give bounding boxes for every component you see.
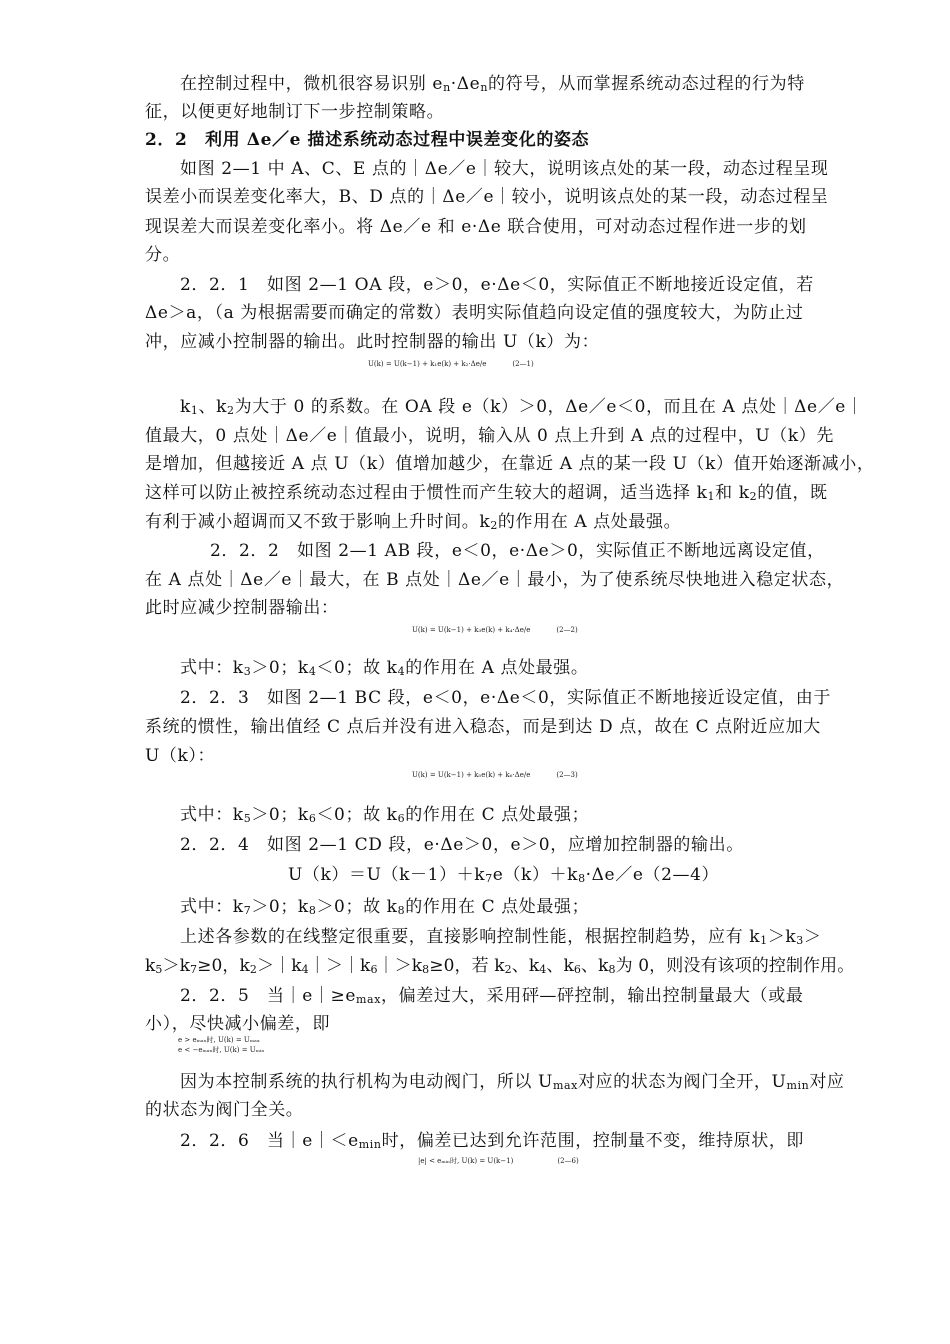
equation-2-2: U(k) = U(k−1) + k₃e(k) + k₄·Δe/e (2—2)	[412, 626, 578, 634]
paragraph-line: 式中：$k_3>0$；$k_4<0$；故 $k_4$的作用在 A 点处最强。	[180, 658, 589, 678]
paragraph-line: 这样可以防止被控系统动态过程由于惯性而产生较大的超调，适当选择 $k_1$和 $k_2$的值，既	[145, 483, 828, 503]
equation-2-5-line1: e > eₘₐₓ时, U(k) = Uₘₐₓ	[178, 1036, 260, 1044]
paragraph-line: 在控制过程中，微机很容易识别 $e_n\cdot\Delta e_n$的符号，从而掌握系统动态过程的行为特	[180, 74, 805, 94]
paragraph-line: 如图 2—1 中 A、C、E 点的｜Δe／e｜较大，说明该点处的某一段，动态过程呈现	[180, 159, 829, 179]
section-heading: 2．2 利用 Δe／e 描述系统动态过程中误差变化的姿态	[145, 130, 590, 150]
equation-2-4: $U(k)=U(k-1)+k_7e(k)+k_8\cdot\Delta e/e(2—4)$	[288, 865, 720, 885]
paragraph-line: 2．2．3 如图 2—1 BC 段，e＜0，e·Δe＜0，实际值正不断地接近设定值，由于	[180, 688, 831, 708]
equation-2-1: U(k) = U(k−1) + k₁e(k) + k₂·Δe/e (2—1)	[368, 360, 534, 368]
paragraph-line: 因为本控制系统的执行机构为电动阀门，所以 $U_{max}$对应的状态为阀门全开，$U_{min}$对应	[180, 1072, 845, 1092]
paragraph-line: 有利于减小超调而又不致于影响上升时间。$k_2$的作用在 A 点处最强。	[145, 512, 682, 532]
paragraph-line: U（k）：	[145, 746, 216, 766]
paragraph-line: 上述各参数的在线整定很重要，直接影响控制性能，根据控制趋势，应有 $k_1>k_3>$	[180, 927, 822, 947]
paragraph-line: $k_1$、$k_2$为大于 0 的系数。在 OA 段 e（k）＞0，Δe／e＜0，而且在 A 点处｜Δe／e｜	[180, 397, 864, 417]
paragraph-line: 2．2．2 如图 2—1 AB 段，e＜0，e·Δe＞0，实际值正不断地远离设定值，	[210, 541, 825, 561]
paragraph-line: 误差小而误差变化率大，B、D 点的｜Δe／e｜较小，说明该点处的某一段，动态过程呈	[145, 187, 829, 207]
equation-2-3: U(k) = U(k−1) + k₅e(k) + k₆·Δe/e (2—3)	[412, 771, 578, 779]
paragraph-line: Δe＞a，（a 为根据需要而确定的常数）表明实际值趋向设定值的强度较大，为防止过	[145, 303, 804, 323]
paragraph-line: 式中：$k_5>0$；$k_6<0$；故 $k_6$的作用在 C 点处最强；	[180, 805, 590, 825]
paragraph-line: 此时应减少控制器输出：	[145, 598, 339, 618]
paragraph-line: 现误差大而误差变化率小。将 Δe／e 和 e·Δe 联合使用，可对动态过程作进一步的划	[145, 217, 807, 237]
paragraph-line: 2．2．6 当$|e|<e_{min}$时，偏差已达到允许范围，控制量不变，维持原状，即	[180, 1131, 805, 1151]
paragraph-line: 分。	[145, 245, 181, 265]
equation-2-6: |e| < eₘᵢₙ时, U(k) = U(k−1) (2—6)	[418, 1157, 579, 1165]
paragraph-line: $k_5>k_7\ge 0$，$k_2>|k_4|>|k_6|>k_8\ge 0$，若 $k_2$、$k_4$、$k_6$、$k_8$为 0，则没有该项的控制作用。	[145, 956, 855, 976]
paragraph-line: 2．2．1 如图 2—1 OA 段，e＞0，e·Δe＜0，实际值正不断地接近设定值，若	[180, 275, 814, 295]
paragraph-line: 小），尽快减小偏差，即	[145, 1014, 331, 1034]
paragraph-line: 在 A 点处｜Δe／e｜最大，在 B 点处｜Δe／e｜最小，为了使系统尽快地进入稳定状态，	[145, 570, 845, 590]
paragraph-line: 系统的惯性，输出值经 C 点后并没有进入稳态，而是到达 D 点，故在 C 点附近应加大	[145, 717, 821, 737]
paragraph-line: 式中：$k_7>0$；$k_8>0$；故 $k_8$的作用在 C 点处最强；	[180, 897, 590, 917]
paragraph-line: 2．2．5 当$|e|\ge e_{max}$，偏差过大，采用砰—砰控制，输出控制量最大（或最	[180, 986, 804, 1006]
paragraph-line: 是增加，但越接近 A 点 U（k）值增加越少，在靠近 A 点的某一段 U（k）值开始逐渐减小，	[145, 454, 875, 474]
paragraph-line: 2．2．4 如图 2—1 CD 段，e·Δe＞0，e＞0，应增加控制器的输出。	[180, 835, 744, 855]
paragraph-line: 冲，应减小控制器的输出。此时控制器的输出 U（k）为：	[145, 332, 600, 352]
paragraph-line: 征，以便更好地制订下一步控制策略。	[145, 102, 445, 122]
equation-2-5-line2: e < −eₘₐₓ时, U(k) = Uₘᵢₙ	[178, 1046, 265, 1054]
paragraph-line: 的状态为阀门全关。	[145, 1100, 304, 1120]
paragraph-line: 值最大，0 点处｜Δe／e｜值最小，说明，输入从 0 点上升到 A 点的过程中，U（k）先	[145, 426, 834, 446]
